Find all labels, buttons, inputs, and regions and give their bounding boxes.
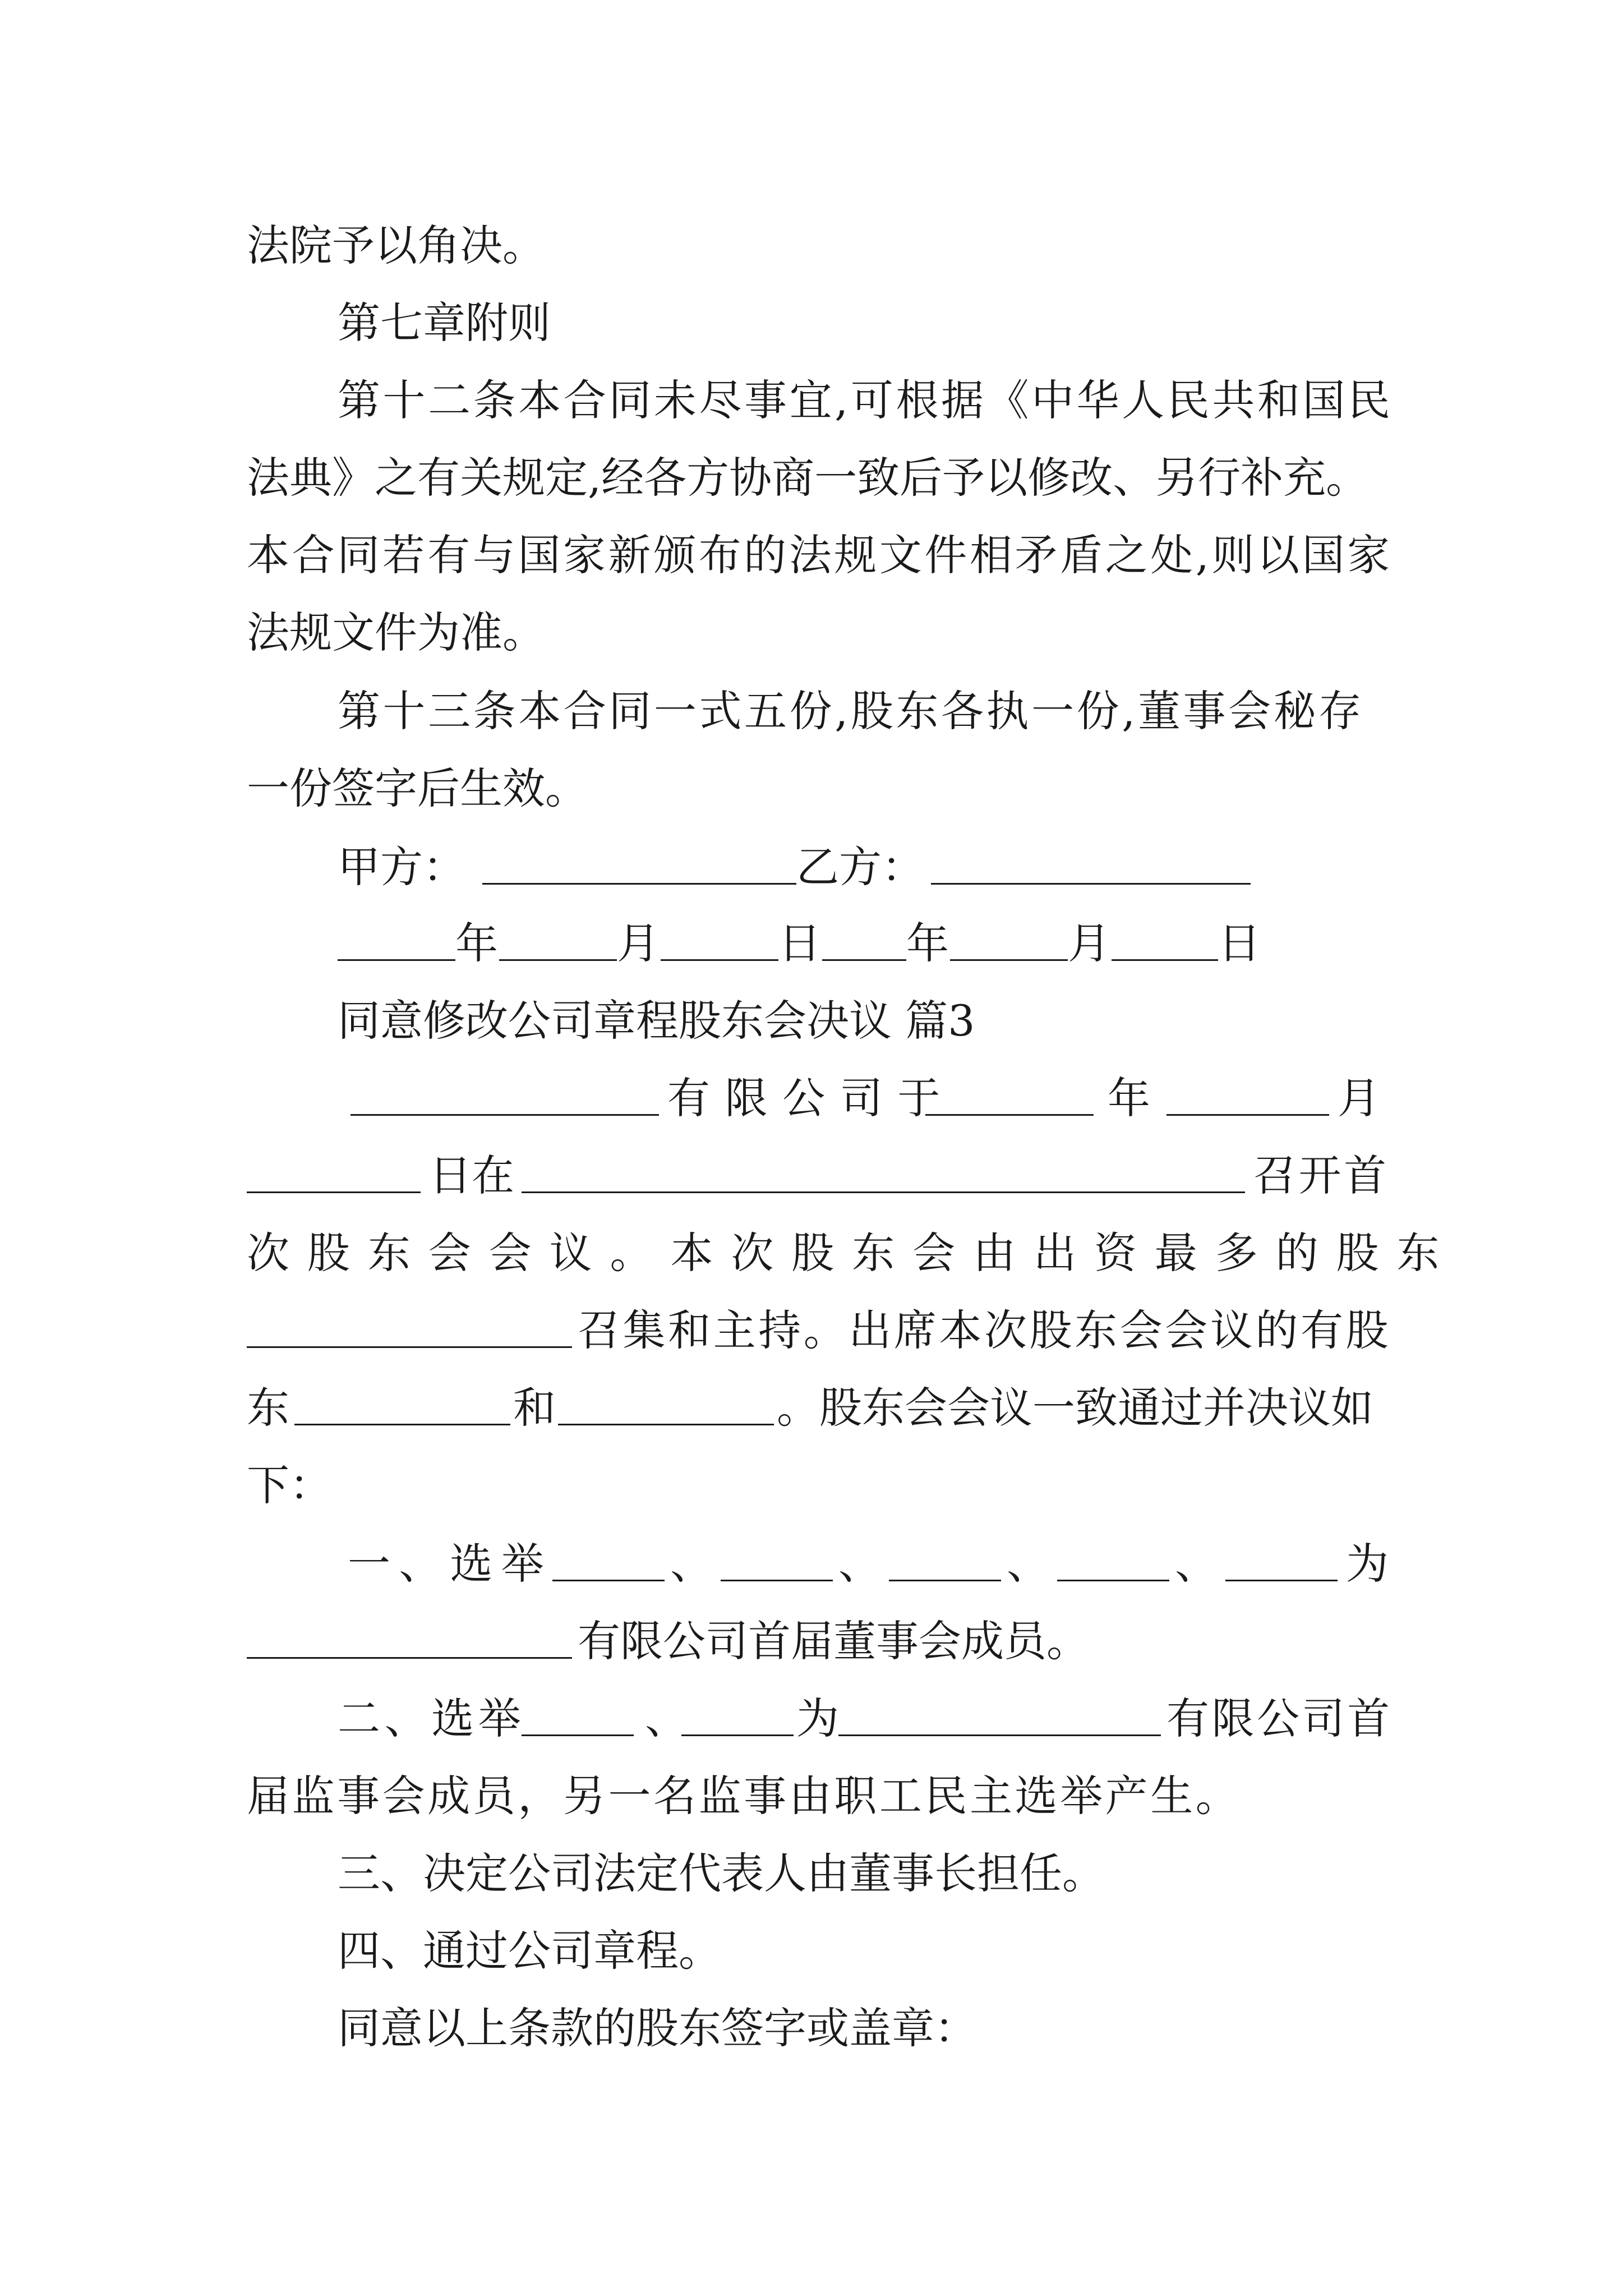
- text: 一份签字后生效。: [247, 763, 588, 813]
- month-blank[interactable]: [499, 905, 617, 961]
- director-blank[interactable]: [552, 1526, 665, 1581]
- chapter-heading: [0, 285, 1623, 361]
- date-line: [0, 905, 1623, 982]
- day-label: 日: [778, 918, 821, 968]
- text: 召集和主持。出席本次股东会会议的有股: [578, 1305, 1391, 1355]
- text: 东: [247, 1383, 289, 1433]
- text: 次股东会会议。本次股东会由出资最多的股东: [247, 1228, 1458, 1278]
- text: 下：: [247, 1460, 332, 1510]
- year-blank[interactable]: [338, 905, 455, 961]
- paragraph-line: [0, 1835, 1623, 1912]
- paragraph-line: [0, 1913, 1623, 1989]
- text: 法院予以角决。: [247, 220, 545, 270]
- director-blank[interactable]: [721, 1526, 833, 1581]
- year-label: 年: [455, 918, 498, 968]
- location-blank[interactable]: [522, 1138, 1245, 1193]
- separator: 、: [838, 1539, 881, 1589]
- text: 召开首: [1253, 1151, 1389, 1200]
- year-blank[interactable]: [925, 1060, 1094, 1116]
- party-b-label: 乙方：: [796, 842, 924, 892]
- paragraph-line: [0, 595, 1623, 671]
- year-label: 年: [1108, 1073, 1150, 1123]
- signature-line: [0, 829, 1623, 905]
- text: 第十三条本合同一式五份,股东各执一份,董事会秘存: [338, 686, 1364, 736]
- company-name-blank[interactable]: [838, 1681, 1161, 1736]
- paragraph-line: [0, 1526, 1623, 1602]
- separator: 、: [645, 1694, 688, 1743]
- paragraph-line: [0, 673, 1623, 749]
- text: 同意以上条款的股东签字或盖章：: [338, 2003, 977, 2053]
- director-blank[interactable]: [1057, 1526, 1169, 1581]
- text: 同意修改公司章程股东会决议 篇3: [338, 996, 975, 1046]
- text: 。股东会会议一致通过并决议如: [777, 1383, 1373, 1433]
- text: 为: [796, 1694, 839, 1743]
- paragraph-line: [0, 1215, 1623, 1291]
- director-blank[interactable]: [1225, 1526, 1338, 1581]
- company-name-blank[interactable]: [247, 1603, 572, 1659]
- shareholder-blank[interactable]: [294, 1370, 510, 1425]
- party-a-blank[interactable]: [482, 829, 796, 885]
- text: 日在: [429, 1151, 514, 1200]
- month-label: 月: [617, 918, 660, 968]
- text: 法典》之有关规定,经各方协商一致后予以修改、另行补充。: [247, 453, 1369, 503]
- paragraph-line: [0, 517, 1623, 593]
- text: 法规文件为准。: [247, 608, 545, 657]
- supervisor-blank[interactable]: [522, 1681, 634, 1736]
- month-blank[interactable]: [950, 905, 1068, 961]
- text: 第十二条本合同未尽事宜,可根据《中华人民共和国民: [338, 375, 1393, 425]
- company-name-blank[interactable]: [351, 1060, 659, 1116]
- separator: 、: [1007, 1539, 1049, 1589]
- text: 有限公司于: [667, 1073, 955, 1123]
- text: 和: [513, 1383, 556, 1433]
- paragraph-line: [0, 1603, 1623, 1680]
- text: 一、选举: [348, 1539, 552, 1589]
- paragraph-line: [0, 1447, 1623, 1524]
- paragraph-line: [0, 1758, 1623, 1834]
- month-label: 月: [1068, 918, 1110, 968]
- paragraph-line: [0, 1138, 1623, 1214]
- month-blank[interactable]: [1166, 1060, 1329, 1116]
- paragraph-line: [0, 440, 1623, 516]
- day-blank[interactable]: [247, 1138, 421, 1193]
- paragraph-line: [0, 208, 1623, 284]
- text: 四、通过公司章程。: [338, 1926, 721, 1976]
- party-b-blank[interactable]: [931, 829, 1251, 885]
- day-blank[interactable]: [1112, 905, 1218, 961]
- day-label: 日: [1218, 918, 1261, 968]
- text: 第七章附则: [338, 298, 551, 348]
- text: 本合同若有与国家新颁布的法规文件相矛盾之处,则以国家: [247, 530, 1393, 580]
- day-blank[interactable]: [661, 905, 778, 961]
- party-a-label: 甲方：: [338, 842, 465, 892]
- month-label: 月: [1338, 1073, 1380, 1123]
- text: 为: [1346, 1539, 1389, 1589]
- text: 届监事会成员，另一名监事由职工民主选举产生。: [247, 1771, 1241, 1821]
- paragraph-line: [0, 1370, 1623, 1446]
- text: 有限公司首届董事会成员。: [578, 1616, 1089, 1666]
- text: 三、决定公司法定代表人由董事长担任。: [338, 1848, 1105, 1898]
- paragraph-line: [0, 1681, 1623, 1757]
- text: 二、选举: [338, 1694, 525, 1743]
- shareholder-blank[interactable]: [558, 1370, 774, 1425]
- year-label: 年: [906, 918, 949, 968]
- paragraph-line: [0, 751, 1623, 827]
- paragraph-line: [0, 362, 1623, 439]
- separator: 、: [1175, 1539, 1218, 1589]
- year-blank[interactable]: [822, 905, 906, 961]
- paragraph-line: [0, 1292, 1623, 1369]
- convener-blank[interactable]: [247, 1292, 572, 1348]
- paragraph-line: [0, 1990, 1623, 2067]
- section-title: [0, 983, 1623, 1059]
- separator: 、: [670, 1539, 713, 1589]
- paragraph-line: [0, 1060, 1623, 1137]
- text: 有限公司首: [1166, 1694, 1393, 1743]
- director-blank[interactable]: [889, 1526, 1001, 1581]
- supervisor-blank[interactable]: [681, 1681, 794, 1736]
